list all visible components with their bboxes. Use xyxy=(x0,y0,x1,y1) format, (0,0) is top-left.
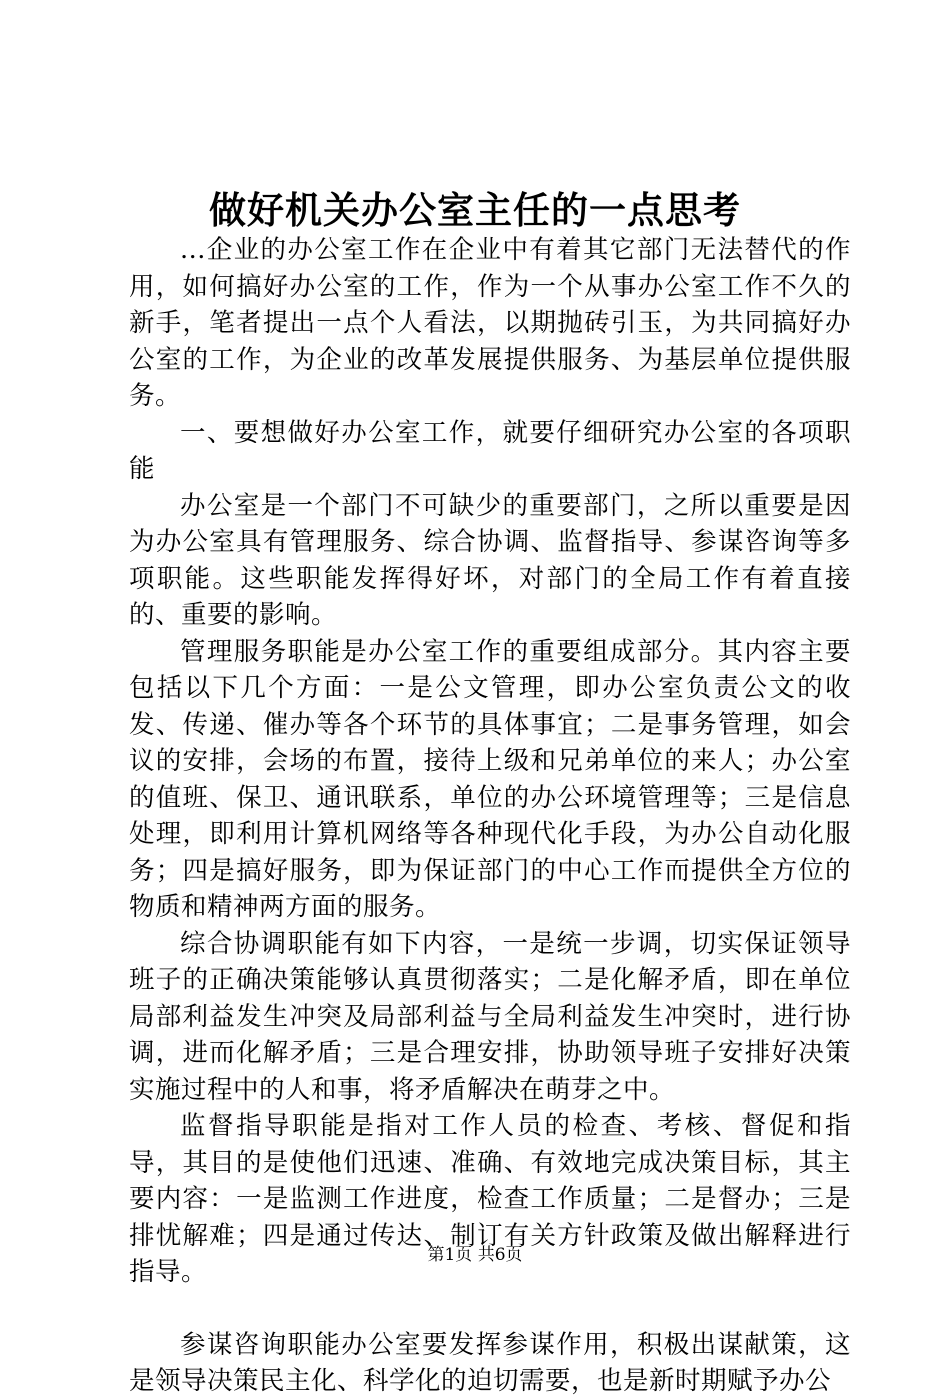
document-title: 做好机关办公室主任的一点思考 xyxy=(209,188,741,232)
paragraph-management-service: 管理服务职能是办公室工作的重要组成部分。其内容主要包括以下几个方面：一是公文管理，即办公室负责公文的收发、传递、催办等各个环节的具体事宜；二是事务管理，如会议的安排，会场的布置，接待上级和兄弟单位的来人；办公室的值班、保卫、通讯联系，单位的办公环境管理等；三是信息处理，即利用计算机网络等各种现代化手段，为办公自动化服务；四是搞好服务，即为保证部门的中心工作而提供全方位的物质和精神两方面的服务。 xyxy=(129,636,851,922)
section-heading: 一、要想做好办公室工作，就要仔细研究办公室的各项职能 xyxy=(129,417,851,484)
document-body xyxy=(129,232,851,1400)
page-number: 第1页 共6页 xyxy=(427,1245,523,1265)
paragraph-intro: ...企业的办公室工作在企业中有着其它部门无法替代的作用，如何搞好办公室的工作，作为一个从事办公室工作不久的新手，笔者提出一点个人看法，以期抛砖引玉，为共同搞好办公室的工作，为企业的改革发展提供服务、为基层单位提供服务。 xyxy=(129,235,851,411)
paragraph-advisory: 参谋咨询职能办公室要发挥参谋作用，积极出谋献策，这是领导决策民主化、科学化的迫切需要，也是新时期赋予办公 xyxy=(129,1329,851,1396)
paragraph-coordination: 综合协调职能有如下内容，一是统一步调，切实保证领导班子的正确决策能够认真贯彻落实；二是化解矛盾，即在单位局部利益发生冲突及局部利益与全局利益发生冲突时，进行协调，进而化解矛盾；三是合理安排，协助领导班子安排好决策实施过程中的人和事，将矛盾解决在萌芽之中。 xyxy=(129,928,851,1105)
paragraph-supervision: 监督指导职能是指对工作人员的检查、考核、督促和指导，其目的是使他们迅速、准确、有效地完成决策目标，其主要内容：一是监测工作进度，检查工作质量；二是督办；三是排忧解难；四是通过传达、制订有关方针政策及做出解释进行指导。 xyxy=(129,1111,851,1287)
paragraph-office-overview: 办公室是一个部门不可缺少的重要部门，之所以重要是因为办公室具有管理服务、综合协调、监督指导、参谋咨询等多项职能。这些职能发挥得好坏，对部门的全局工作有着直接的、重要的影响。 xyxy=(129,490,851,630)
